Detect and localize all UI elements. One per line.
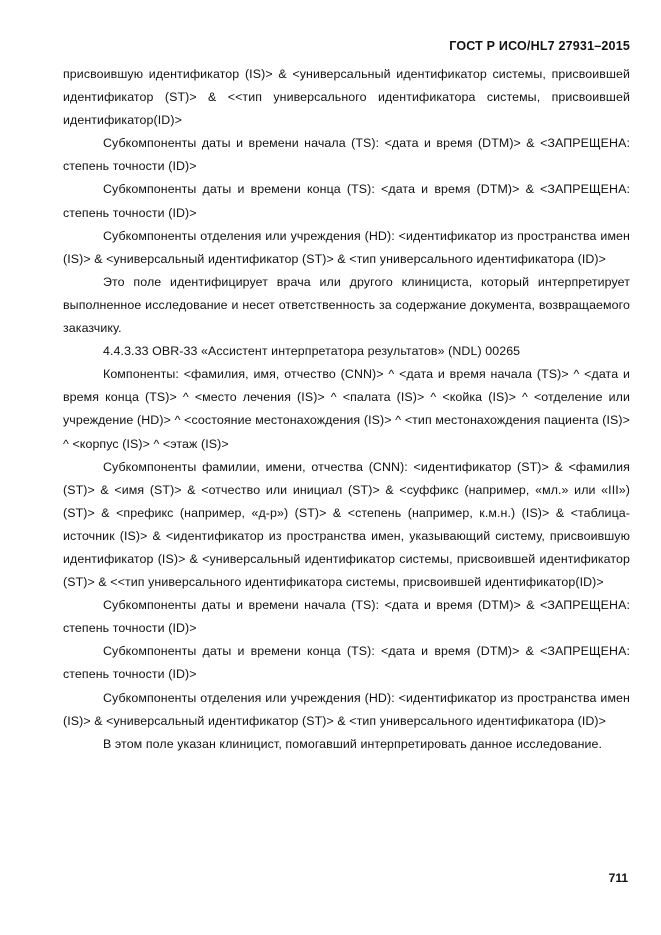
paragraph-start-datetime-subcomponents-2: Субкомпоненты даты и времени начала (TS): <дата и время (DTM)> & <ЗАПРЕЩЕНА: степень точности (ID)> <box>63 598 630 636</box>
paragraph-field-description-2: В этом поле указан клиницист, помогавший интерпретировать данное исследование. <box>103 736 603 751</box>
document-body <box>63 63 630 756</box>
paragraph-end-datetime-subcomponents-2: Субкомпоненты даты и времени конца (TS): <дата и время (DTM)> & <ЗАПРЕЩЕНА: степень точности (ID)> <box>63 644 630 682</box>
paragraph-name-subcomponents: Субкомпоненты фамилии, имени, отчества (CNN): <идентификатор (ST)> & <фамилия (ST)> & <имя (ST)> & <отчество или инициал (ST)> & <суффикс (например, «мл.» или «III») (ST)> & <префикс (например, «д-р») (ST)> & <степень (например, к.м.н.) (IS)> & <таблица-источник (IS)> & <идентификатор из пространства имен, указывающий систему, присвоившую идентификатор (IS)> & <универсальный идентификатор системы, присвоившей идентификатор (ST)> & <<тип универсального идентификатора системы, присвоившей идентификатор(ID)> <box>63 459 630 590</box>
paragraph-end-datetime-subcomponents: Субкомпоненты даты и времени конца (TS): <дата и время (DTM)> & <ЗАПРЕЩЕНА: степень точности (ID)> <box>63 182 630 220</box>
paragraph-continuation: присвоившую идентификатор (IS)> & <универсальный идентификатор системы, присвоившей идентификатор (ST)> & <<тип универсального идентификатора системы, присвоившей идентификатор(ID)> <box>63 67 630 128</box>
paragraph-facility-subcomponents: Субкомпоненты отделения или учреждения (HD): <идентификатор из пространства имен (IS)> & <универсальный идентификатор (ST)> & <тип универсального идентификатора (ID)> <box>63 228 630 266</box>
paragraph-facility-subcomponents-2: Субкомпоненты отделения или учреждения (HD): <идентификатор из пространства имен (IS)> & <универсальный идентификатор (ST)> & <тип универсального идентификатора (ID)> <box>63 690 630 728</box>
paragraph-components: Компоненты: <фамилия, имя, отчество (CNN)> ^ <дата и время начала (TS)> ^ <дата и время конца (TS)> ^ <место лечения (IS)> ^ <палата (IS)> ^ <койка (IS)> ^ <отделение или учреждение (HD)> ^ <состояние местонахождения (IS)> ^ <тип местонахождения пациента (IS)> ^ <корпус (IS)> ^ <этаж (IS)> <box>63 367 630 451</box>
paragraph-start-datetime-subcomponents: Субкомпоненты даты и времени начала (TS): <дата и время (DTM)> & <ЗАПРЕЩЕНА: степень точности (ID)> <box>63 136 630 174</box>
standard-header: ГОСТ Р ИСО/HL7 27931–2015 <box>449 39 630 53</box>
section-heading: 4.4.3.33 OBR-33 «Ассистент интерпретатора результатов» (NDL) 00265 <box>103 344 521 359</box>
paragraph-field-description: Это поле идентифицирует врача или другого клинициста, который интерпретирует выполненное исследование и несет ответственность за содержание документа, возвращаемого заказчику. <box>63 274 630 336</box>
page-number: 711 <box>608 871 628 885</box>
